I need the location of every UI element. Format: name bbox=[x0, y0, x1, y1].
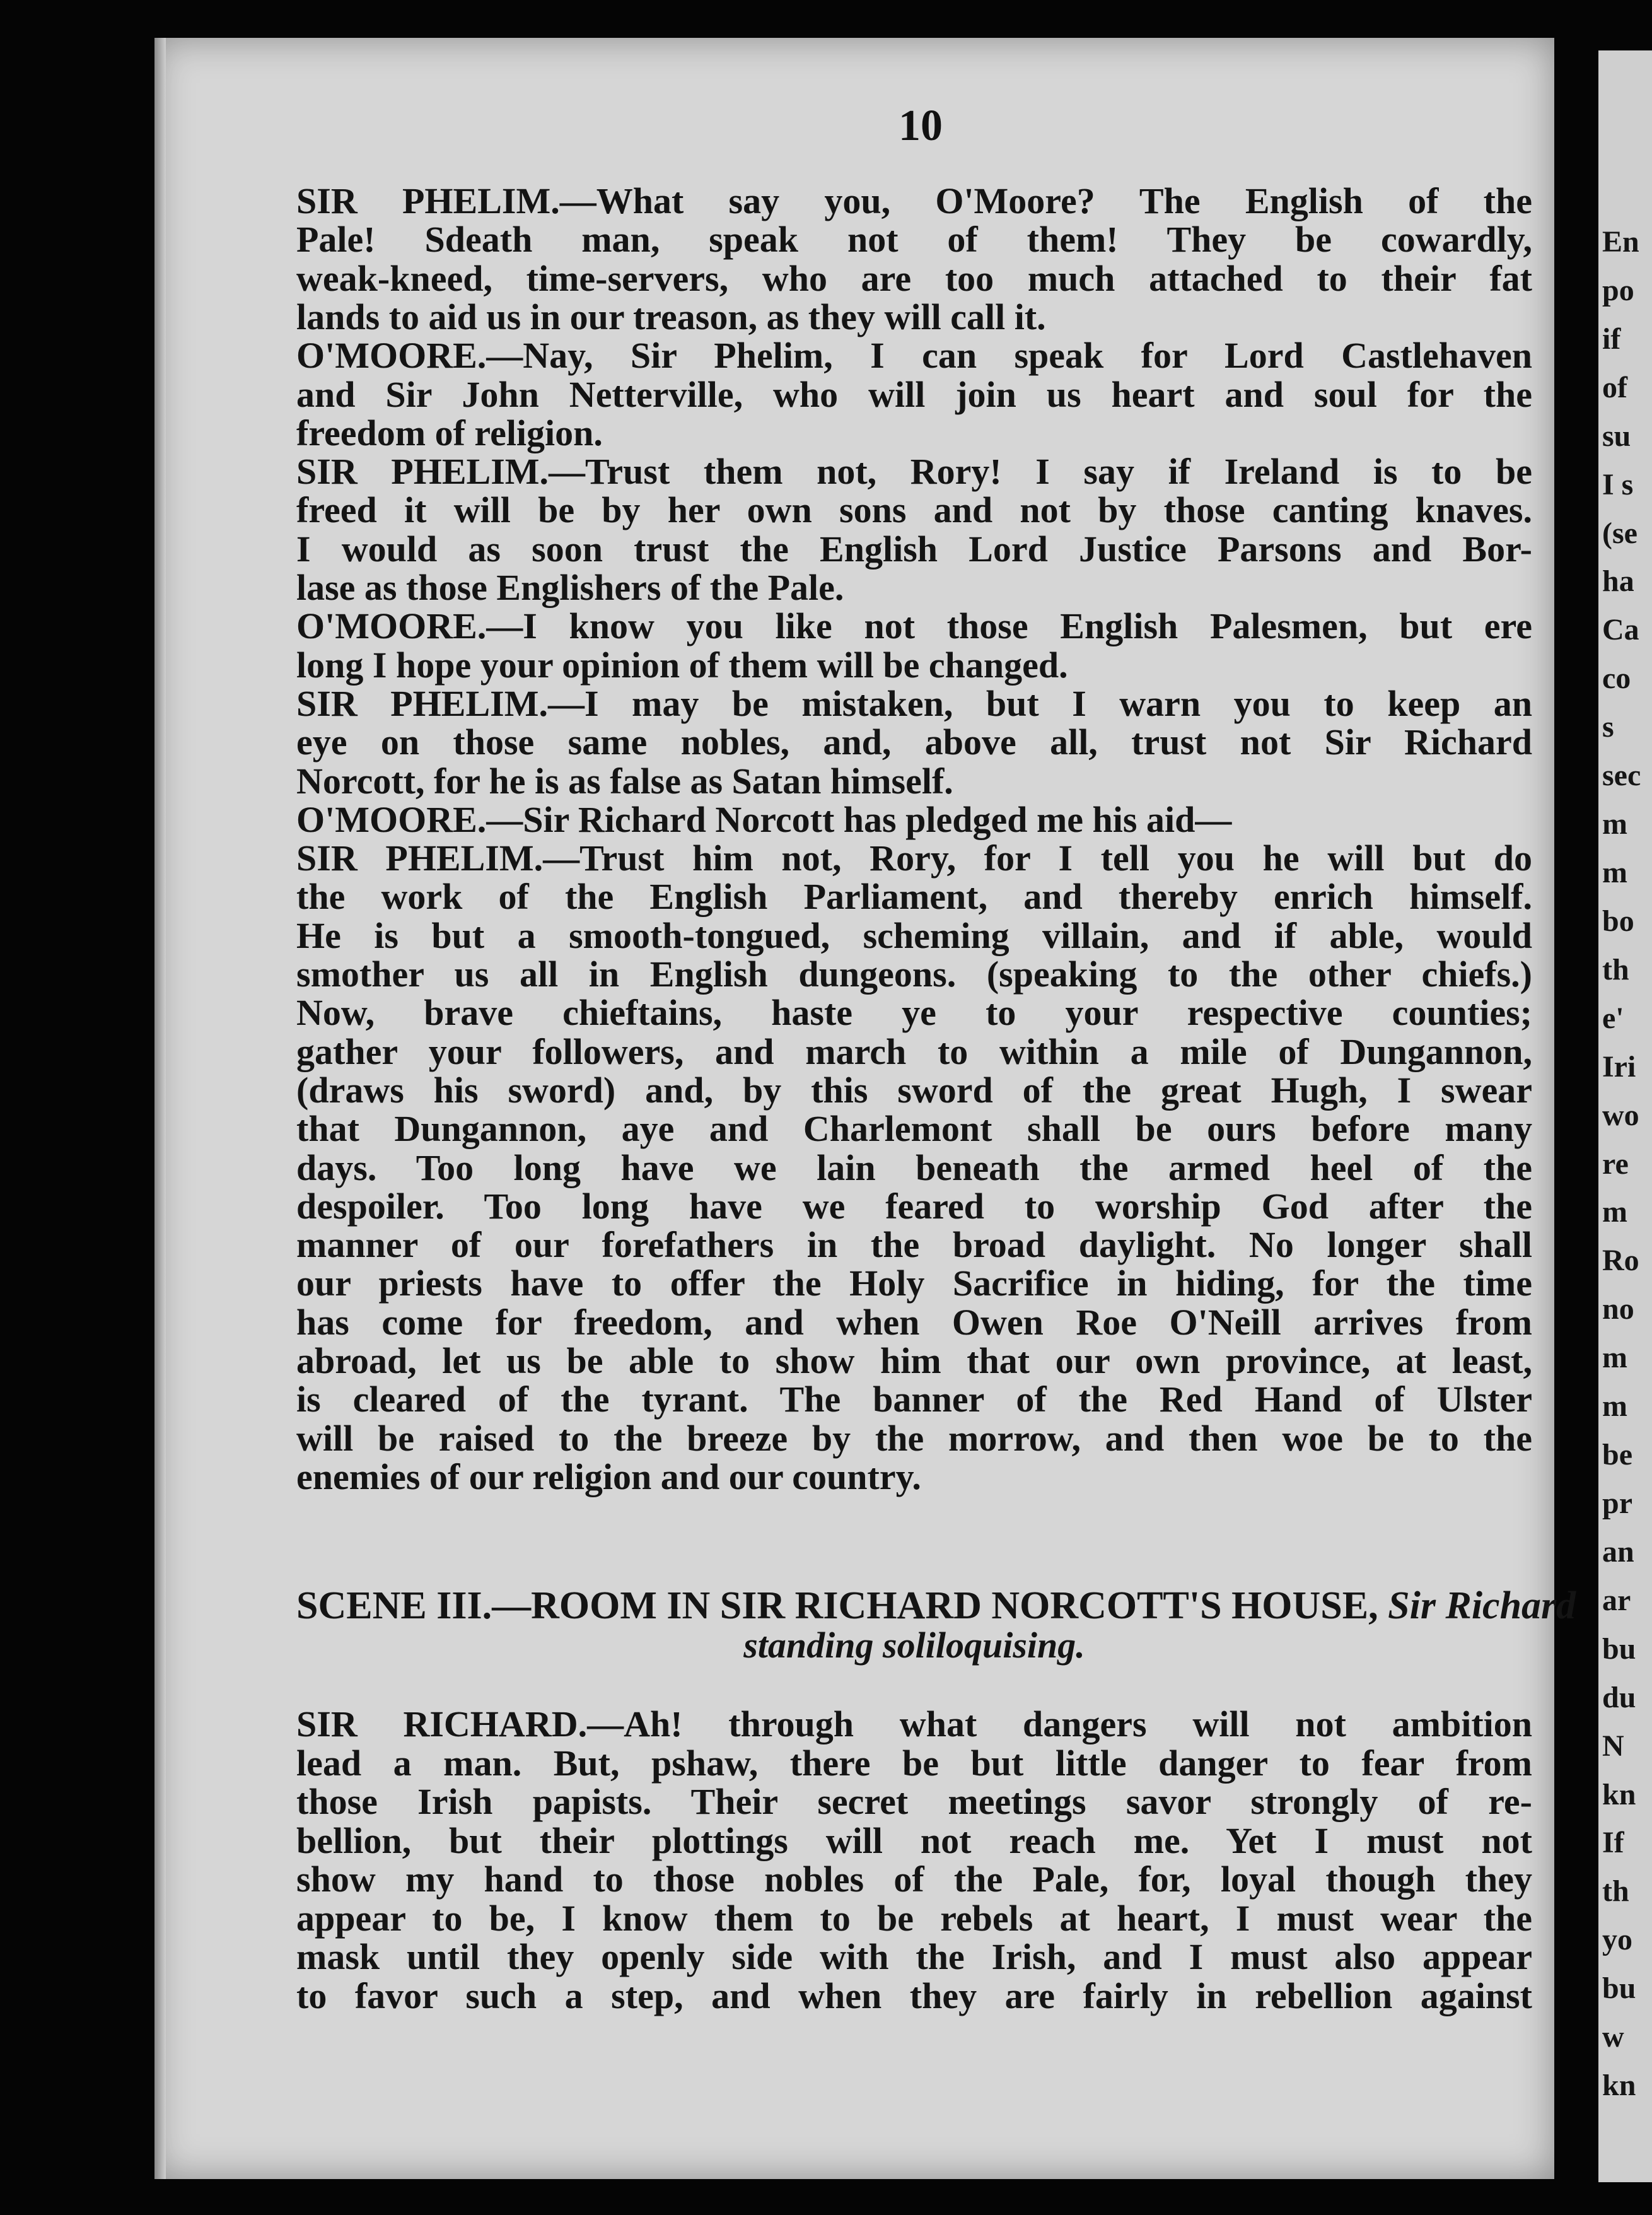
adjacent-page-fragment: pr bbox=[1602, 1487, 1632, 1520]
text-line: bellion, but their plottings will not reach me. Yet I must not bbox=[296, 1820, 1532, 1861]
text-line: manner of our forefathers in the broad daylight. No longer shall bbox=[296, 1224, 1532, 1266]
adjacent-page-fragment: Iri bbox=[1602, 1050, 1636, 1084]
adjacent-page bbox=[1598, 50, 1652, 2182]
text-line: O'MOORE.—Sir Richard Norcott has pledged me his aid— bbox=[296, 798, 1232, 840]
adjacent-page-fragment: wo bbox=[1602, 1099, 1639, 1132]
adjacent-page-fragment: m bbox=[1602, 807, 1627, 841]
text-line: eye on those same nobles, and, above all, trust not Sir Richard bbox=[296, 722, 1532, 763]
text-line: Now, brave chieftains, haste ye to your respective counties; bbox=[296, 992, 1532, 1034]
text-line: SIR PHELIM.—What say you, O'Moore? The English of the bbox=[296, 180, 1532, 221]
text-line: to favor such a step, and when they are fairly in rebellion against bbox=[296, 1975, 1532, 2016]
text-line: (draws his sword) and, by this sword of the great Hugh, I swear bbox=[296, 1069, 1532, 1111]
adjacent-page-fragment: co bbox=[1602, 662, 1631, 695]
adjacent-page-fragment: sec bbox=[1602, 759, 1641, 792]
text-line: freedom of religion. bbox=[296, 412, 603, 453]
text-line: our priests have to offer the Holy Sacrifice in hiding, for the time bbox=[296, 1263, 1532, 1304]
adjacent-page-fragment: th bbox=[1602, 953, 1629, 986]
text-line: is cleared of the tyrant. The banner of the Red Hand of Ulster bbox=[296, 1379, 1532, 1420]
adjacent-page-fragment: e' bbox=[1602, 1002, 1624, 1035]
text-line: the work of the English Parliament, and thereby enrich himself. bbox=[296, 876, 1532, 918]
text-line: long I hope your opinion of them will be changed. bbox=[296, 644, 1068, 686]
text-line: O'MOORE.—Nay, Sir Phelim, I can speak for Lord Castlehaven bbox=[296, 335, 1532, 377]
adjacent-page-fragment: kn bbox=[1602, 2069, 1636, 2102]
adjacent-page-fragment: m bbox=[1602, 1341, 1627, 1374]
text-line: SIR PHELIM.—Trust them not, Rory! I say if Ireland is to be bbox=[296, 451, 1532, 493]
text-line: gather your followers, and march to within a mile of Dungannon, bbox=[296, 1031, 1532, 1072]
text-line: Pale! Sdeath man, speak not of them! They be cowardly, bbox=[296, 219, 1532, 260]
adjacent-page-fragment: I s bbox=[1602, 468, 1634, 501]
text-line: weak-kneed, time-servers, who are too much attached to their fat bbox=[296, 257, 1532, 299]
text-line: SIR RICHARD.—Ah! through what dangers will not ambition bbox=[296, 1704, 1532, 1745]
adjacent-page-fragment: no bbox=[1602, 1292, 1634, 1326]
text-line: appear to be, I know them to be rebels at heart, I must wear the bbox=[296, 1897, 1532, 1939]
text-line: smother us all in English dungeons. (speaking to the other chiefs.) bbox=[296, 954, 1532, 995]
adjacent-page-fragment: po bbox=[1602, 274, 1634, 307]
adjacent-page-fragment: if bbox=[1602, 322, 1621, 356]
text-line: abroad, let us be able to show him that our own province, at least, bbox=[296, 1340, 1532, 1381]
adjacent-page-fragment: kn bbox=[1602, 1778, 1636, 1811]
adjacent-page-fragment: th bbox=[1602, 1874, 1629, 1908]
scene-heading-line-2: standing soliloquising. bbox=[743, 1625, 1085, 1666]
adjacent-page-fragment: bu bbox=[1602, 1972, 1636, 2005]
adjacent-page-fragment: (se bbox=[1602, 517, 1637, 550]
adjacent-page-fragment: m bbox=[1602, 1195, 1627, 1229]
adjacent-page-fragment: If bbox=[1602, 1826, 1624, 1859]
adjacent-page-fragment: an bbox=[1602, 1535, 1634, 1569]
text-line: lands to aid us in our treason, as they will call it. bbox=[296, 296, 1046, 337]
text-line: despoiler. Too long have we feared to worship God after the bbox=[296, 1185, 1532, 1227]
text-line: show my hand to those nobles of the Pale, for, loyal though they bbox=[296, 1859, 1532, 1900]
text-line: SIR PHELIM.—Trust him not, Rory, for I tell you he will but do bbox=[296, 838, 1532, 879]
adjacent-page-fragment: su bbox=[1602, 419, 1631, 453]
adjacent-page-fragment: bu bbox=[1602, 1632, 1636, 1666]
adjacent-page-fragment: of bbox=[1602, 371, 1627, 404]
adjacent-page-fragment: m bbox=[1602, 856, 1627, 889]
text-line: O'MOORE.—I know you like not those English Palesmen, but ere bbox=[296, 605, 1532, 647]
text-line: lead a man. But, pshaw, there be but little danger to fear from bbox=[296, 1742, 1532, 1784]
text-line: SIR PHELIM.—I may be mistaken, but I warn you to keep an bbox=[296, 682, 1532, 724]
text-line: lase as those Englishers of the Pale. bbox=[296, 567, 844, 608]
text-line: enemies of our religion and our country. bbox=[296, 1456, 921, 1497]
text-line: I would as soon trust the English Lord Justice Parsons and Bor- bbox=[296, 528, 1532, 570]
adjacent-page-fragment: bo bbox=[1602, 904, 1634, 938]
text-line: that Dungannon, aye and Charlemont shall be ours before many bbox=[296, 1108, 1532, 1150]
adjacent-page-fragment: yo bbox=[1602, 1923, 1632, 1956]
text-line: freed it will be by her own sons and not by those canting knaves. bbox=[296, 489, 1532, 531]
adjacent-page-fragment: w bbox=[1602, 2020, 1624, 2054]
book-gutter bbox=[1554, 38, 1598, 2179]
adjacent-page-fragment: s bbox=[1602, 710, 1614, 744]
page-number: 10 bbox=[899, 102, 943, 150]
adjacent-page-fragment: Ro bbox=[1602, 1244, 1639, 1277]
text-line: has come for freedom, and when Owen Roe O'Neill arrives from bbox=[296, 1301, 1532, 1343]
page-edge bbox=[154, 38, 166, 2179]
adjacent-page-fragment: du bbox=[1602, 1681, 1636, 1714]
text-line: He is but a smooth-tongued, scheming villain, and if able, would bbox=[296, 915, 1532, 956]
adjacent-page-fragment: N bbox=[1602, 1729, 1624, 1763]
adjacent-page-fragment: ha bbox=[1602, 564, 1634, 598]
adjacent-page-fragment: m bbox=[1602, 1389, 1627, 1423]
adjacent-page-fragment: En bbox=[1602, 225, 1639, 259]
text-line: will be raised to the breeze by the morrow, and then woe be to the bbox=[296, 1417, 1532, 1459]
text-line: mask until they openly side with the Irish, and I must also appear bbox=[296, 1936, 1532, 1977]
text-line: Norcott, for he is as false as Satan himself. bbox=[296, 760, 953, 802]
adjacent-page-fragment: re bbox=[1602, 1147, 1629, 1181]
text-line: days. Too long have we lain beneath the armed heel of the bbox=[296, 1147, 1532, 1188]
adjacent-page-fragment: Ca bbox=[1602, 613, 1639, 646]
text-line: and Sir John Netterville, who will join us heart and soul for the bbox=[296, 373, 1532, 415]
scene-heading-line-1: SCENE III.—ROOM IN SIR RICHARD NORCOTT'S HOUSE, Sir Richard bbox=[296, 1584, 1576, 1627]
adjacent-page-fragment: ar bbox=[1602, 1584, 1631, 1617]
adjacent-page-fragment: be bbox=[1602, 1438, 1632, 1471]
text-line: those Irish papists. Their secret meetings savor strongly of re- bbox=[296, 1781, 1532, 1822]
